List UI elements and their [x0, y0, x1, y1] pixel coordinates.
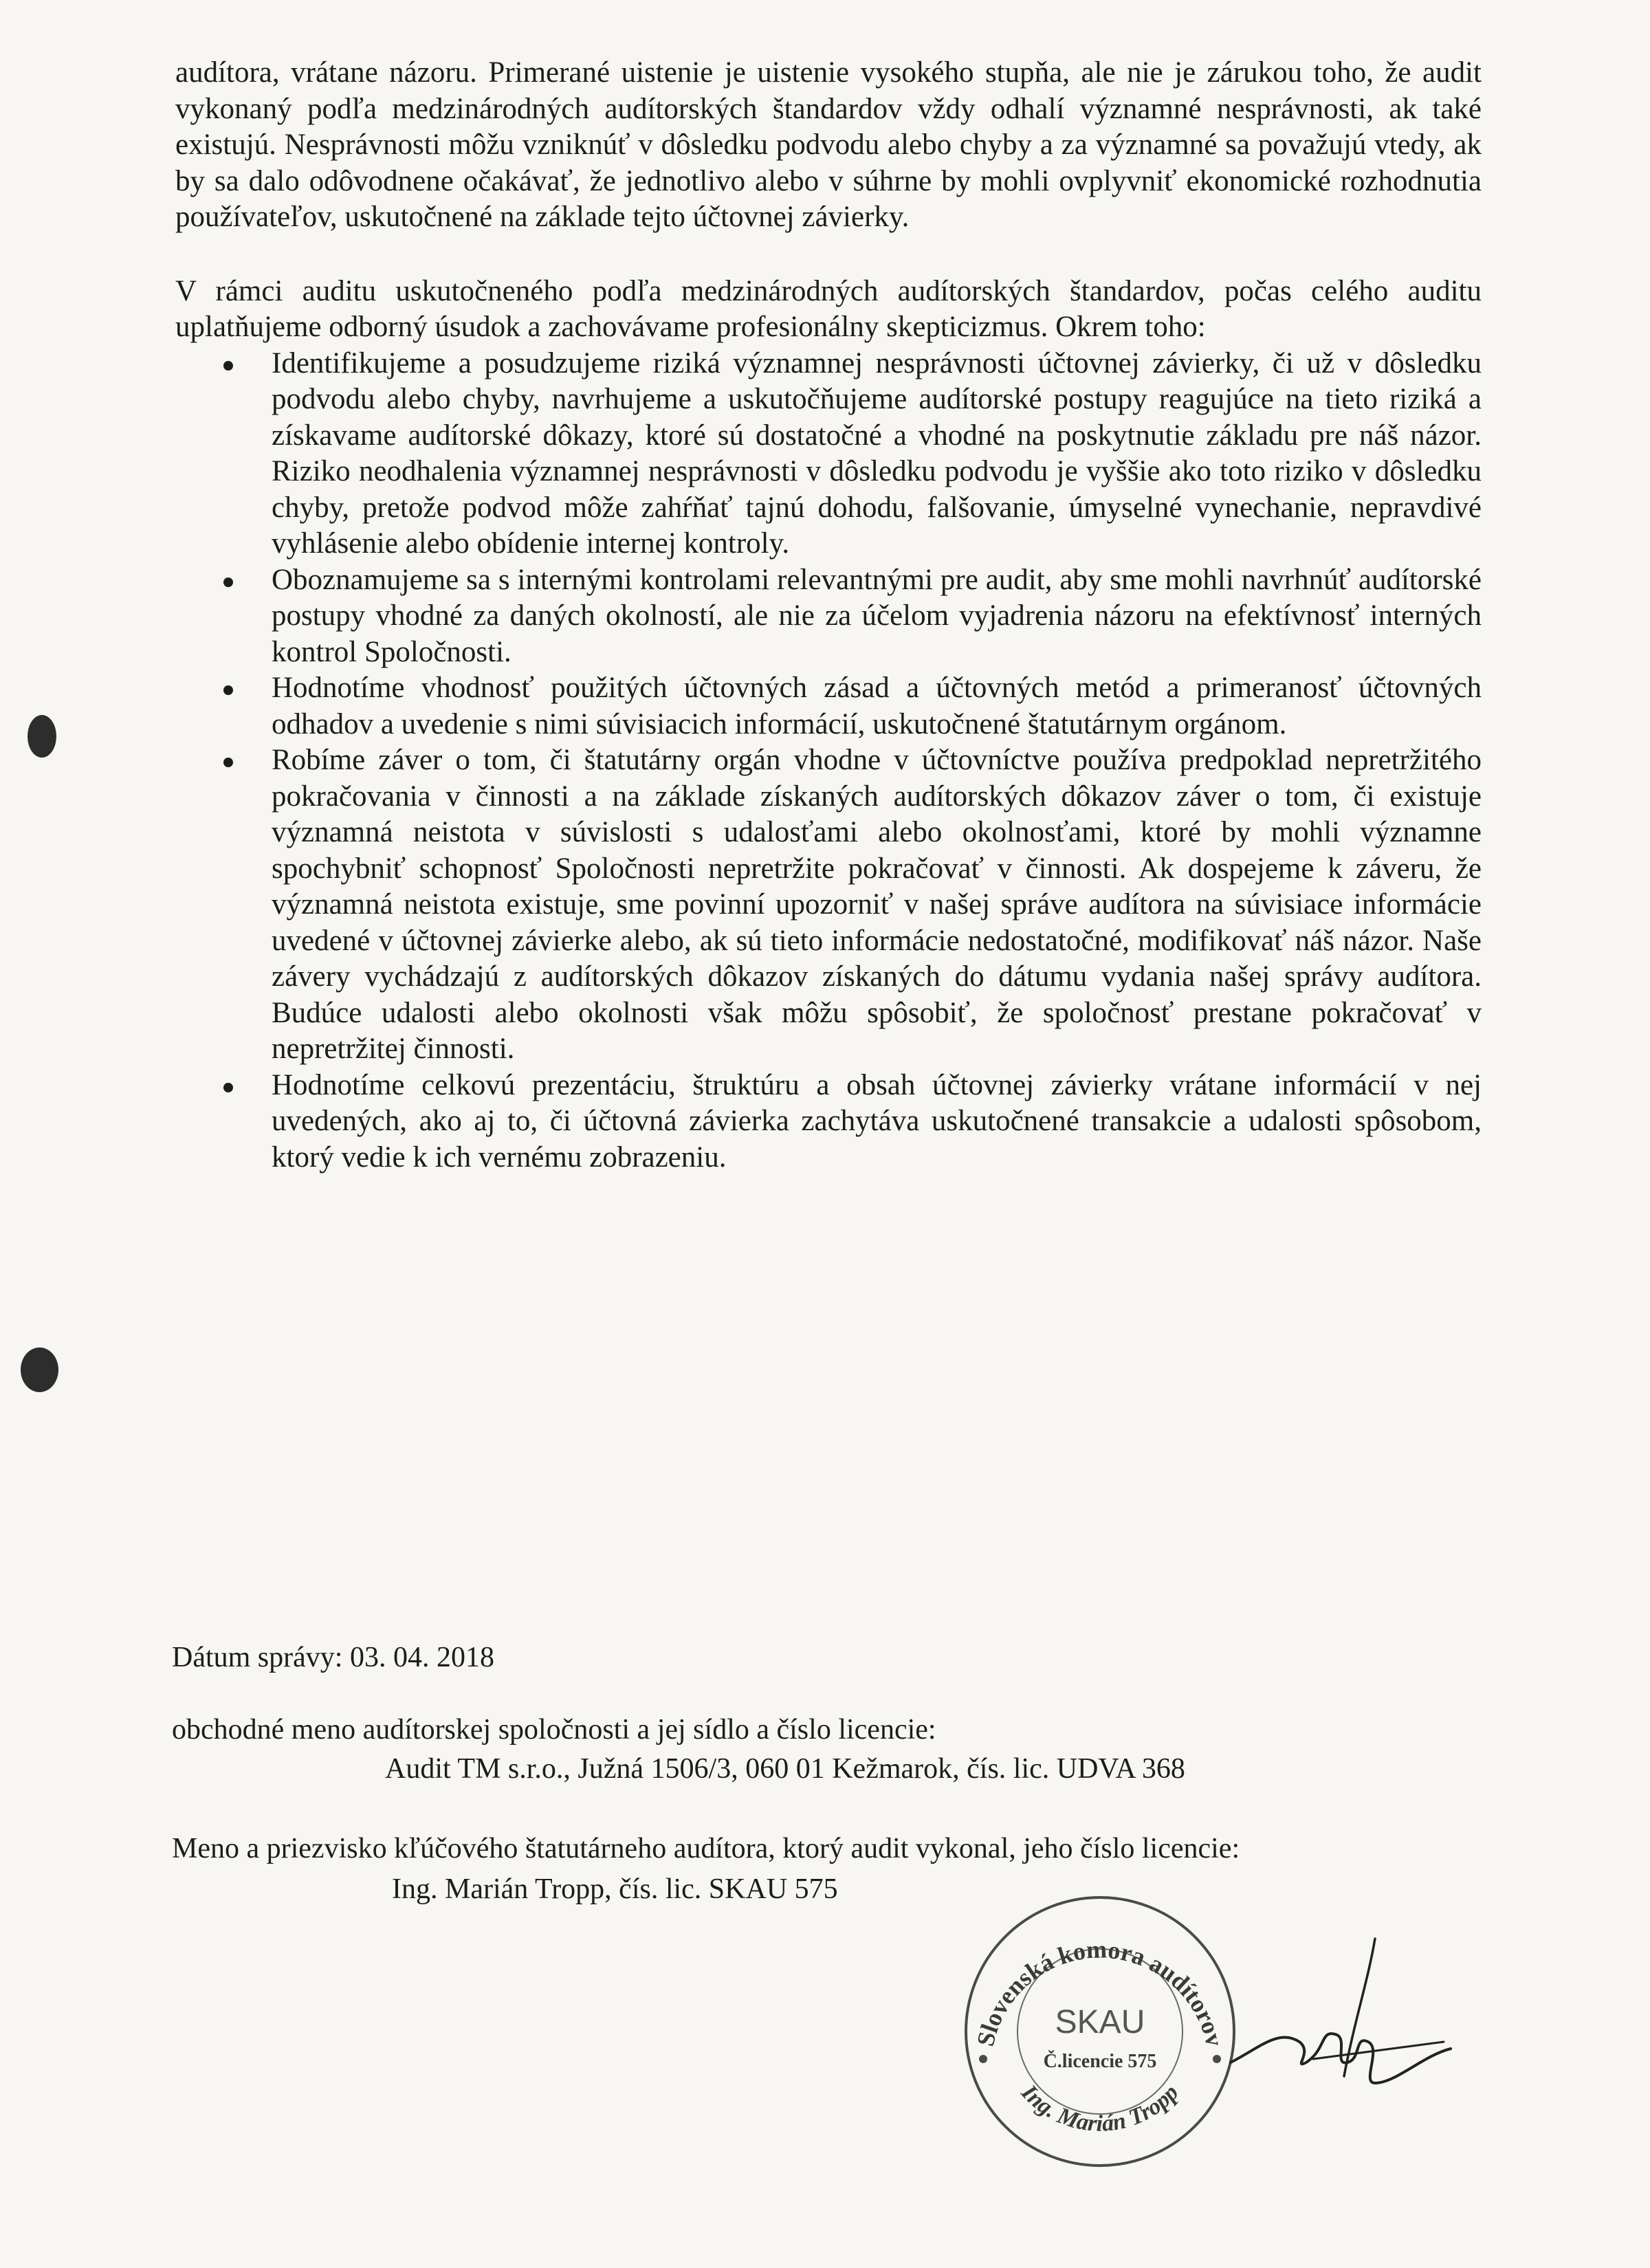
list-item — [175, 670, 1482, 742]
list-item — [175, 346, 1482, 562]
body-text — [175, 55, 1482, 1176]
firm-value: Audit TM s.r.o., Južná 1506/3, 060 01 Kežmarok, čís. lic. UDVA 368 — [385, 1753, 1185, 1785]
bullet-icon — [223, 361, 233, 371]
signature — [1217, 1925, 1464, 2104]
punch-hole — [28, 715, 56, 758]
list-item-text: Oboznamujeme sa s internými kontrolami relevantnými pre audit, aby sme mohli navrhnúť audítorské postupy vhodné za daných okolností, ale nie za účelom vyjadrenia názoru na efektívnosť interných kontrol Spoločnosti. — [272, 563, 1482, 668]
list-item-text: Identifikujeme a posudzujeme riziká významnej nesprávnosti účtovnej závierky, či už v dôsledku podvodu alebo chyby, navrhujeme a uskutočňujeme audítorské postupy reagujúce na tieto riziká a získavame audítorské dôkazy, ktoré sú dostatočné a vhodné na poskytnutie základu pre náš názor. Riziko neodhalenia významnej nesprávnosti v dôsledku podvodu je vyššie ako toto riziko v dôsledku chyby, pretože podvod môže zahŕňať tajnú dohodu, falšovanie, úmyselné vynechanie, nepravdivé vyhlásenie alebo obídenie internej kontroly. — [272, 346, 1482, 560]
bullet-list — [175, 346, 1482, 1176]
bullet-icon — [223, 685, 233, 695]
show-through-header — [536, 0, 1155, 27]
list-item-text: Hodnotíme vhodnosť použitých účtovných zásad a účtovných metód a primeranosť účtovných odhadov a uvedenie s nimi súvisiacich informácií, uskutočnené štatutárnym orgánom. — [272, 672, 1482, 740]
report-date: Dátum správy: 03. 04. 2018 — [172, 1642, 494, 1673]
stamp-ring-text: Slovenská komora audítorov — [971, 1935, 1229, 2049]
auditor-label: Meno a priezvisko kľúčového štatutárneho audítora, ktorý audit vykonal, jeho číslo licencie: — [172, 1833, 1240, 1864]
paragraph: V rámci auditu uskutočneného podľa medzinárodných audítorských štandardov, počas celého auditu uplatňujeme odborný úsudok a zachovávame profesionálny skepticizmus. Okrem toho: — [175, 274, 1482, 343]
list-item-text: Hodnotíme celkovú prezentáciu, štruktúru a obsah účtovnej závierky vrátane informácií v nej uvedených, ako aj to, či účtovná závierka zachytáva uskutočnené transakcie a udalosti spôsobom, ktorý vedie k ich vernému zobrazeniu. — [272, 1068, 1482, 1174]
list-item — [175, 562, 1482, 671]
stamp-abbreviation: SKAU — [1055, 2004, 1145, 2040]
stamp-license: Č.licencie 575 — [1043, 2051, 1157, 2072]
bullet-icon — [223, 577, 233, 587]
list-item-text: Robíme záver o tom, či štatutárny orgán vhodne v účtovníctve používa predpoklad nepretržitého pokračovania v činnosti a na základe získaných audítorských dôkazov záver o tom, či existuje významná neistota v súvislosti s udalosťami alebo okolnosťami, ktoré by mohli významne spochybniť schopnosť Spoločnosti nepretržite pokračovať v činnosti. Ak dospejeme k záveru, že významná neistota existuje, sme povinní upozorniť v našej správe audítora na súvisiace informácie uvedené v účtovnej závierke alebo, ak sú tieto informácie nedostatočné, modifikovať náš názor. Naše závery vychádzajú z audítorských dôkazov získaných do dátumu vydania našej správy audítora. Budúce udalosti alebo okolnosti však môžu spôsobiť, že spoločnosť prestane pokračovať v nepretržitej činnosti. — [272, 744, 1482, 1065]
stamp-ring-text-bottom: Ing. Marián Tropp — [1016, 2080, 1184, 2137]
auditor-stamp — [956, 1887, 1244, 2176]
bullet-icon — [223, 1083, 233, 1092]
list-item — [175, 1068, 1482, 1176]
paragraph: audítora, vrátane názoru. Primerané uistenie je uistenie vysokého stupňa, ale nie je zárukou toho, že audit vykonaný podľa medzinárodných audítorských štandardov vždy odhalí významné nesprávnosti, ak také existujú. Nesprávnosti môžu vzniknúť v dôsledku podvodu alebo chyby a za významné sa považujú vtedy, ak by sa dalo odôvodnene očakávať, že jednotlivo alebo v súhrne by mohli ovplyvniť ekonomické rozhodnutia používateľov, uskutočnené na základe tejto účtovnej závierky. — [175, 56, 1482, 233]
punch-hole — [21, 1347, 58, 1392]
firm-label: obchodné meno audítorskej spoločnosti a jej sídlo a číslo licencie: — [172, 1714, 936, 1746]
auditor-value: Ing. Marián Tropp, čís. lic. SKAU 575 — [392, 1873, 838, 1905]
list-item — [175, 742, 1482, 1068]
bullet-icon — [223, 758, 233, 767]
